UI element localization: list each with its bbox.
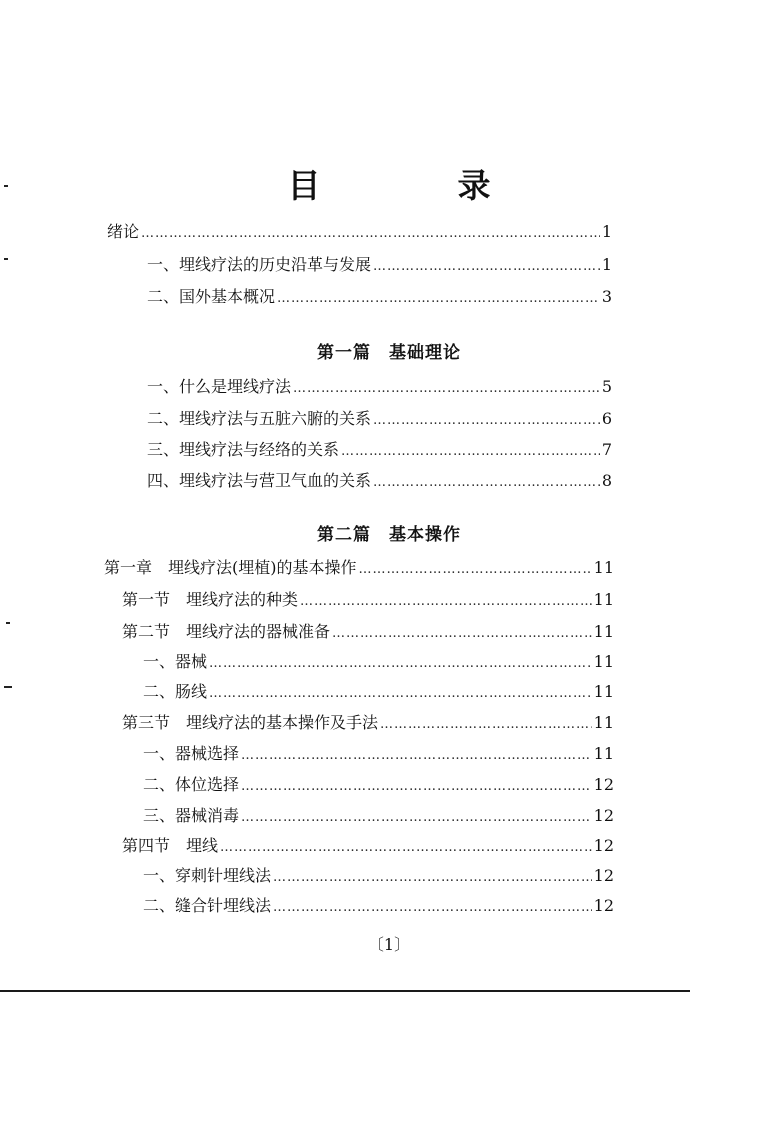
toc-leader [209,654,592,674]
bottom-rule [0,990,690,992]
toc-entry [147,377,612,399]
toc-leader [241,746,592,766]
toc-entry-label: 二、缝合针埋线法 [143,896,272,915]
toc-entry [147,287,612,309]
scan-speck [4,686,12,688]
toc-entry [122,622,614,644]
toc-leader [273,868,592,888]
toc-leader [241,808,592,828]
toc-entry [143,744,614,766]
toc-entry [143,866,614,888]
toc-leader [332,624,592,644]
toc-entry-page: 12 [593,866,614,885]
toc-leader [300,592,592,612]
toc-entry-label: 四、埋线疗法与营卫气血的关系 [147,471,372,490]
toc-entry [147,440,612,462]
toc-entry [107,222,612,244]
toc-entry-page: 12 [593,896,614,915]
toc-leader [373,473,600,493]
toc-entry-page: 8 [601,471,612,490]
toc-entry [143,896,614,918]
toc-entry [147,471,612,493]
toc-entry-page: 11 [593,558,614,577]
toc-entry-page: 11 [593,652,614,671]
toc-entry-label: 二、肠线 [143,682,208,701]
toc-entry-label: 第三节 埋线疗法的基本操作及手法 [122,713,379,732]
toc-entry-label: 绪论 [107,222,140,241]
toc-leader [209,684,592,704]
toc-entry-label: 二、国外基本概况 [147,287,276,306]
toc-entry-page: 5 [601,377,612,396]
toc-entry-page: 12 [593,775,614,794]
section-heading-part2: 第二篇 基本操作 [317,525,461,545]
toc-entry-page: 11 [593,622,614,641]
toc-entry-page: 11 [593,713,614,732]
toc-entry [143,652,614,674]
toc-entry [122,590,614,612]
toc-entry [147,255,612,277]
toc-entry-page: 1 [601,255,612,274]
toc-entry-page: 12 [593,806,614,825]
toc-entry-page: 11 [593,590,614,609]
toc-leader [220,838,592,858]
toc-entry-label: 一、埋线疗法的历史沿革与发展 [147,255,372,274]
page-number: 〔1〕 [367,935,411,954]
toc-leader [373,257,600,277]
toc-entry-page: 12 [593,836,614,855]
toc-entry-label: 一、器械选择 [143,744,240,763]
toc-entry-label: 二、体位选择 [143,775,240,794]
toc-entry-page: 7 [601,440,612,459]
toc-entry-page: 3 [601,287,612,306]
toc-leader [341,442,600,462]
toc-leader [359,560,592,580]
toc-leader [293,379,600,399]
toc-leader [277,289,600,309]
toc-leader [273,898,592,918]
toc-leader [373,411,600,431]
toc-leader [141,224,600,244]
toc-entry-label: 一、穿刺针埋线法 [143,866,272,885]
scan-speck [4,258,8,260]
toc-entry-label: 三、器械消毒 [143,806,240,825]
toc-entry-label: 第一章 埋线疗法(埋植)的基本操作 [104,558,357,577]
toc-entry-label: 第四节 埋线 [122,836,219,855]
toc-entry-label: 一、器械 [143,652,208,671]
toc-entry-label: 三、埋线疗法与经络的关系 [147,440,340,459]
toc-entry-label: 第一节 埋线疗法的种类 [122,590,299,609]
toc-entry [104,558,614,580]
section-heading-part1: 第一篇 基础理论 [317,343,461,363]
scan-speck [4,185,8,187]
scan-speck [6,622,10,624]
toc-entry-label: 一、什么是埋线疗法 [147,377,292,396]
toc-entry-page: 6 [601,409,612,428]
toc-leader [380,715,592,735]
toc-entry [143,775,614,797]
toc-leader [241,777,592,797]
toc-entry [143,806,614,828]
toc-entry [122,836,614,858]
toc-entry-page: 11 [593,744,614,763]
toc-entry-page: 1 [601,222,612,241]
toc-entry [147,409,612,431]
toc-entry [122,713,614,735]
toc-entry-label: 二、埋线疗法与五脏六腑的关系 [147,409,372,428]
page-title: 目 录 [287,166,543,205]
toc-entry-page: 11 [593,682,614,701]
toc-entry [143,682,614,704]
toc-entry-label: 第二节 埋线疗法的器械准备 [122,622,331,641]
